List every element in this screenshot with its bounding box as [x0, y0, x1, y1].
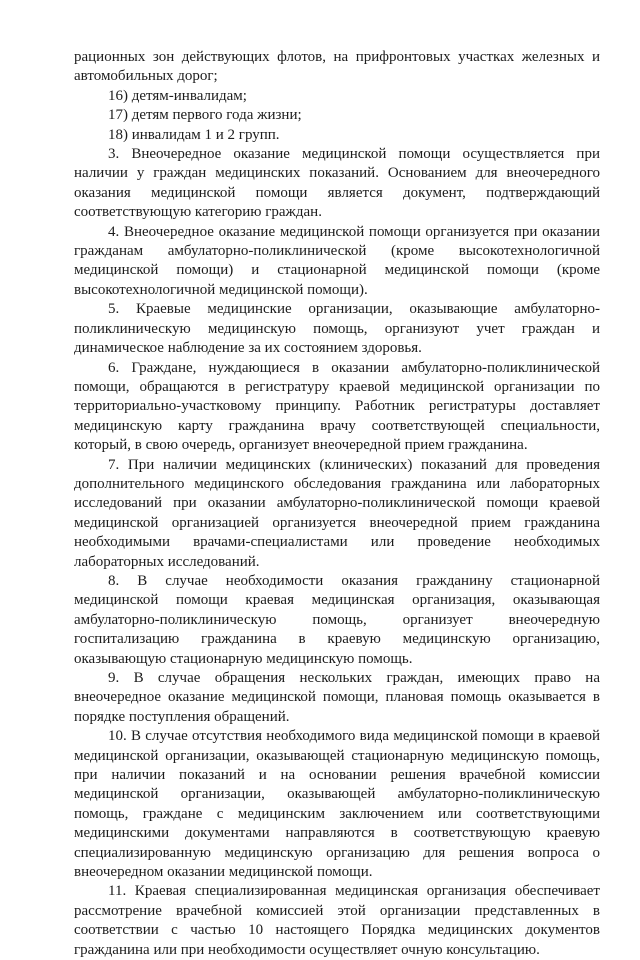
list-item-16: 16) детям-инвалидам; [108, 87, 247, 104]
paragraph-5: 5. Краевые медицинские организации, оказывающие амбулаторно-поликлиническую медицинскую помощь, организуют учет граждан и динамическое наблюдение за их состоянием здоровья. [74, 301, 600, 357]
paragraph-8: 8. В случае необходимости оказания гражданину стационарной медицинской помощи краевая медицинская организация, оказывающая амбулаторно-поликлиническую помощь, организует внеочередную госпитализацию гражданина в краевую медицинскую организацию, оказывающую стационарную медицинскую помощь. [74, 572, 600, 667]
paragraph-6: 6. Граждане, нуждающиеся в оказании амбулаторно-поликлинической помощи, обращаются в регистратуру краевой медицинской организации по территориально-участковому принципу. Работник регистратуры доставляет медицинскую карту гражданина врачу соответствующей специальности, который, в свою очередь, организует внеочередной прием гражданина. [74, 359, 600, 454]
paragraph-7: 7. При наличии медицинских (клинических) показаний для проведения дополнительного медицинского обследования гражданина или лабораторных исследований при оказании амбулаторно-поликлинической помощи краевой медицинской организацией организуется внеочередной прием гражданина необходимыми врачами-специалистами или проведение необходимых лабораторных исследований. [74, 456, 600, 570]
paragraph-3: 3. Внеочередное оказание медицинской помощи осуществляется при наличии у граждан медицинских показаний. Основанием для внеочередного оказания медицинской помощи является документ, подтверждающий соответствующую категорию граждан. [74, 146, 600, 221]
paragraph-continuation: рационных зон действующих флотов, на прифронтовых участках железных и автомобильных дорог; [74, 49, 600, 85]
list-item-18: 18) инвалидам 1 и 2 групп. [108, 126, 280, 143]
document-body [74, 48, 600, 960]
paragraph-9: 9. В случае обращения нескольких граждан, имеющих право на внеочередное оказание медицинской помощи, плановая помощь оказывается в порядке поступления обращений. [74, 670, 600, 725]
list-item-17: 17) детям первого года жизни; [108, 107, 302, 124]
paragraph-10: 10. В случае отсутствия необходимого вида медицинской помощи в краевой медицинской организации, оказывающей стационарную медицинскую помощь, при наличии показаний и на основании решения врачебной комиссии медицинской организации, оказывающей амбулаторно-поликлиническую помощь, граждане с медицинским заключением или соответствующими медицинскими документами направляются в соответствующую краевую специализированную медицинскую организацию для решения вопроса о внеочередном оказании медицинской помощи. [74, 728, 600, 881]
paragraph-11: 11. Краевая специализированная медицинская организация обеспечивает рассмотрение врачебной комиссией этой организации представленных в соответствии с частью 10 настоящего Порядка медицинских документов гражданина или при необходимости осуществляет очную консультацию. [74, 883, 600, 958]
paragraph-4: 4. Внеочередное оказание медицинской помощи организуется при оказании гражданам амбулаторно-поликлинической (кроме высокотехнологичной медицинской помощи) и стационарной медицинской помощи (кроме высокотехнологичной медицинской помощи). [74, 223, 600, 298]
